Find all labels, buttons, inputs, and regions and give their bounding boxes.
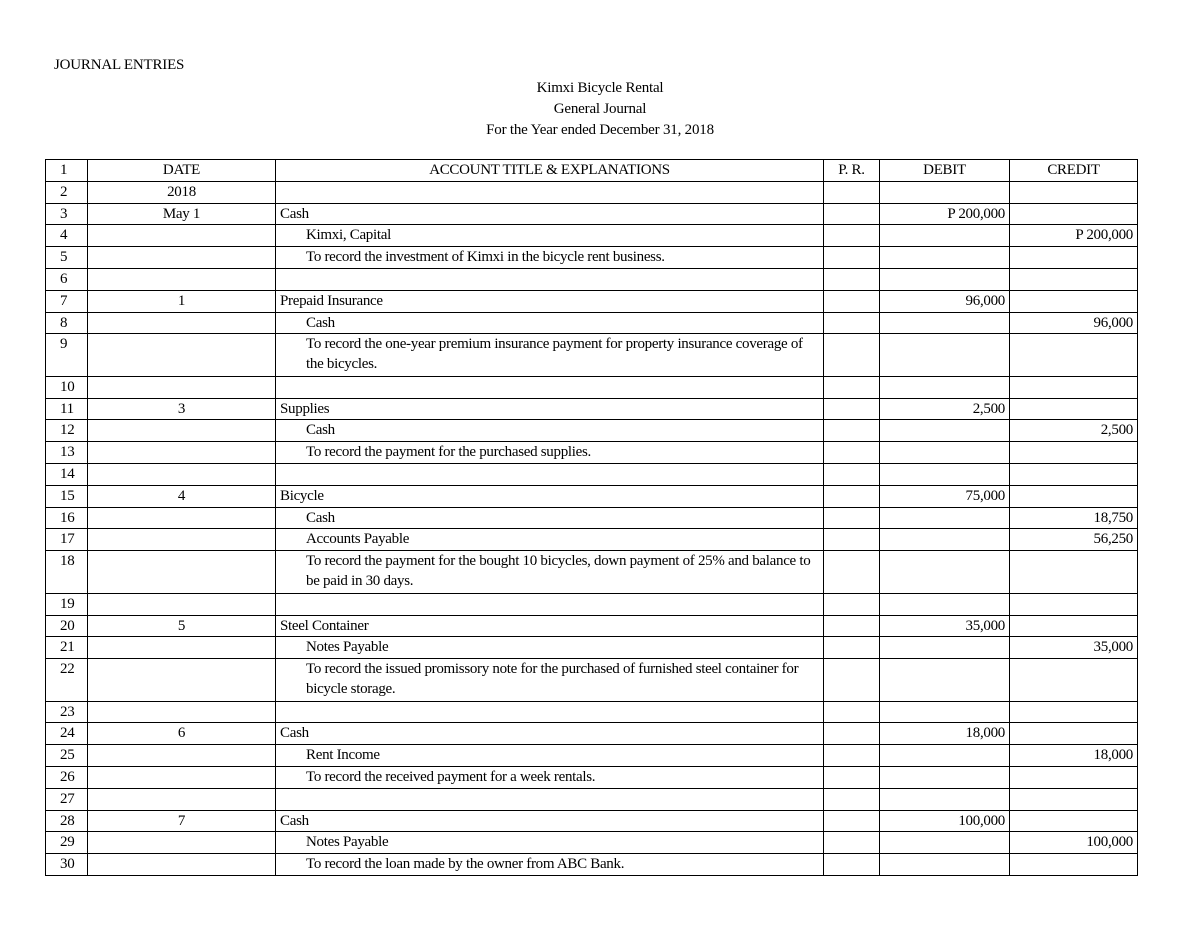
entry-date — [88, 832, 276, 854]
table-row — [46, 551, 1138, 594]
row-number: 29 — [46, 832, 88, 854]
debit-amount — [880, 659, 1010, 702]
debit-amount: 18,000 — [880, 723, 1010, 745]
entry-date — [88, 376, 276, 398]
debit-amount — [880, 376, 1010, 398]
entry-date — [88, 268, 276, 290]
credit-amount: 2,500 — [1010, 420, 1138, 442]
credit-amount — [1010, 203, 1138, 225]
account-title — [276, 268, 824, 290]
account-title: To record the payment for the bought 10 bicycles, down payment of 25% and balance to be paid in 30 days. — [276, 551, 824, 594]
table-row — [46, 181, 1138, 203]
entry-date — [88, 637, 276, 659]
row-number: 7 — [46, 290, 88, 312]
credit-amount: P 200,000 — [1010, 225, 1138, 247]
entry-date — [88, 551, 276, 594]
debit-amount — [880, 247, 1010, 269]
debit-amount — [880, 701, 1010, 723]
account-title — [276, 181, 824, 203]
credit-amount: 35,000 — [1010, 637, 1138, 659]
debit-amount — [880, 464, 1010, 486]
account-title: To record the received payment for a week rentals. — [276, 767, 824, 789]
row-number: 9 — [46, 334, 88, 377]
table-row — [46, 268, 1138, 290]
table-row — [46, 290, 1138, 312]
credit-amount — [1010, 464, 1138, 486]
debit-amount — [880, 745, 1010, 767]
account-title: Accounts Payable — [276, 529, 824, 551]
debit-header: DEBIT — [880, 160, 1010, 182]
account-title: Notes Payable — [276, 832, 824, 854]
entry-date — [88, 312, 276, 334]
row-number: 2 — [46, 181, 88, 203]
row-number: 20 — [46, 615, 88, 637]
entry-date: 4 — [88, 485, 276, 507]
report-period: For the Year ended December 31, 2018 — [486, 122, 714, 138]
table-row — [46, 593, 1138, 615]
credit-amount — [1010, 701, 1138, 723]
credit-amount: 100,000 — [1010, 832, 1138, 854]
table-row — [46, 376, 1138, 398]
credit-amount — [1010, 615, 1138, 637]
credit-amount — [1010, 485, 1138, 507]
row-number: 12 — [46, 420, 88, 442]
account-title: Cash — [276, 312, 824, 334]
row-number: 27 — [46, 788, 88, 810]
account-title: Steel Container — [276, 615, 824, 637]
table-row — [46, 723, 1138, 745]
debit-amount: 2,500 — [880, 398, 1010, 420]
table-row — [46, 615, 1138, 637]
posting-reference — [824, 832, 880, 854]
posting-reference — [824, 507, 880, 529]
posting-reference — [824, 551, 880, 594]
row-number: 4 — [46, 225, 88, 247]
credit-amount — [1010, 659, 1138, 702]
entry-date: 5 — [88, 615, 276, 637]
table-row — [46, 659, 1138, 702]
posting-reference — [824, 203, 880, 225]
credit-amount — [1010, 442, 1138, 464]
header-row — [46, 160, 1138, 182]
posting-reference — [824, 290, 880, 312]
posting-reference — [824, 334, 880, 377]
table-row — [46, 507, 1138, 529]
debit-amount — [880, 854, 1010, 876]
credit-amount — [1010, 247, 1138, 269]
credit-amount: 96,000 — [1010, 312, 1138, 334]
journal-table — [45, 159, 1138, 876]
entry-date — [88, 464, 276, 486]
account-title: To record the loan made by the owner from ABC Bank. — [276, 854, 824, 876]
account-title: To record the investment of Kimxi in the bicycle rent business. — [276, 247, 824, 269]
posting-reference — [824, 659, 880, 702]
credit-amount — [1010, 398, 1138, 420]
entry-date — [88, 659, 276, 702]
entry-date: 1 — [88, 290, 276, 312]
row-number: 30 — [46, 854, 88, 876]
account-title: Cash — [276, 723, 824, 745]
debit-amount — [880, 442, 1010, 464]
row-number: 23 — [46, 701, 88, 723]
credit-amount: 56,250 — [1010, 529, 1138, 551]
debit-amount — [880, 637, 1010, 659]
posting-reference — [824, 225, 880, 247]
table-row — [46, 247, 1138, 269]
entry-date: 6 — [88, 723, 276, 745]
credit-amount — [1010, 334, 1138, 377]
row-number: 16 — [46, 507, 88, 529]
posting-reference — [824, 701, 880, 723]
entry-date — [88, 854, 276, 876]
debit-amount — [880, 420, 1010, 442]
posting-reference — [824, 593, 880, 615]
entry-date — [88, 420, 276, 442]
table-row — [46, 312, 1138, 334]
entry-date — [88, 507, 276, 529]
debit-amount — [880, 334, 1010, 377]
row-number: 8 — [46, 312, 88, 334]
debit-amount — [880, 767, 1010, 789]
date-header: DATE — [88, 160, 276, 182]
table-row — [46, 810, 1138, 832]
entry-date — [88, 334, 276, 377]
row-number: 18 — [46, 551, 88, 594]
debit-amount — [880, 507, 1010, 529]
account-title: Cash — [276, 810, 824, 832]
report-title: General Journal — [553, 101, 647, 117]
table-row — [46, 637, 1138, 659]
debit-amount: 75,000 — [880, 485, 1010, 507]
posting-reference — [824, 181, 880, 203]
table-row — [46, 203, 1138, 225]
posting-reference — [824, 376, 880, 398]
row-number: 11 — [46, 398, 88, 420]
posting-reference — [824, 398, 880, 420]
account-title: To record the payment for the purchased supplies. — [276, 442, 824, 464]
account-title: Rent Income — [276, 745, 824, 767]
entry-date: May 1 — [88, 203, 276, 225]
table-row — [46, 832, 1138, 854]
debit-amount — [880, 225, 1010, 247]
posting-reference — [824, 767, 880, 789]
posting-reference — [824, 810, 880, 832]
debit-amount: P 200,000 — [880, 203, 1010, 225]
account-title — [276, 701, 824, 723]
debit-amount: 96,000 — [880, 290, 1010, 312]
posting-reference — [824, 529, 880, 551]
posting-reference — [824, 788, 880, 810]
debit-amount — [880, 529, 1010, 551]
account-title: To record the one-year premium insurance payment for property insurance coverage of the bicycles. — [276, 334, 824, 377]
table-row — [46, 767, 1138, 789]
pr-header: P. R. — [824, 160, 880, 182]
credit-amount — [1010, 788, 1138, 810]
entry-date — [88, 225, 276, 247]
account-title: To record the issued promissory note for the purchased of furnished steel container for bicycle storage. — [276, 659, 824, 702]
posting-reference — [824, 268, 880, 290]
entry-date — [88, 745, 276, 767]
credit-amount — [1010, 268, 1138, 290]
entry-date — [88, 767, 276, 789]
row-number: 3 — [46, 203, 88, 225]
table-row — [46, 529, 1138, 551]
page-label: JOURNAL ENTRIES — [54, 57, 185, 73]
credit-amount — [1010, 181, 1138, 203]
posting-reference — [824, 723, 880, 745]
posting-reference — [824, 854, 880, 876]
credit-amount — [1010, 551, 1138, 594]
debit-amount — [880, 551, 1010, 594]
table-row — [46, 485, 1138, 507]
posting-reference — [824, 637, 880, 659]
row-number: 24 — [46, 723, 88, 745]
posting-reference — [824, 464, 880, 486]
row-number: 26 — [46, 767, 88, 789]
row-number: 5 — [46, 247, 88, 269]
posting-reference — [824, 485, 880, 507]
account-title: Supplies — [276, 398, 824, 420]
table-row — [46, 854, 1138, 876]
entry-date — [88, 442, 276, 464]
table-row — [46, 398, 1138, 420]
row-number: 1 — [46, 160, 88, 182]
account-title: Prepaid Insurance — [276, 290, 824, 312]
row-number: 6 — [46, 268, 88, 290]
row-number: 28 — [46, 810, 88, 832]
account-title: Cash — [276, 203, 824, 225]
credit-amount — [1010, 290, 1138, 312]
entry-date — [88, 593, 276, 615]
posting-reference — [824, 312, 880, 334]
account-title — [276, 593, 824, 615]
debit-amount — [880, 181, 1010, 203]
debit-amount — [880, 268, 1010, 290]
company-name: Kimxi Bicycle Rental — [536, 80, 664, 96]
row-number: 15 — [46, 485, 88, 507]
entry-date: 3 — [88, 398, 276, 420]
posting-reference — [824, 442, 880, 464]
posting-reference — [824, 247, 880, 269]
table-row — [46, 225, 1138, 247]
account-title: Cash — [276, 420, 824, 442]
row-number: 13 — [46, 442, 88, 464]
entry-date — [88, 529, 276, 551]
credit-amount — [1010, 376, 1138, 398]
debit-amount: 35,000 — [880, 615, 1010, 637]
row-number: 21 — [46, 637, 88, 659]
credit-amount — [1010, 810, 1138, 832]
entry-date — [88, 247, 276, 269]
table-row — [46, 334, 1138, 377]
table-row — [46, 745, 1138, 767]
account-title: Notes Payable — [276, 637, 824, 659]
entry-date — [88, 701, 276, 723]
row-number: 10 — [46, 376, 88, 398]
entry-date — [88, 788, 276, 810]
credit-header: CREDIT — [1010, 160, 1138, 182]
row-number: 17 — [46, 529, 88, 551]
credit-amount: 18,750 — [1010, 507, 1138, 529]
credit-amount — [1010, 593, 1138, 615]
account-title — [276, 376, 824, 398]
account-title — [276, 788, 824, 810]
table-row — [46, 464, 1138, 486]
table-row — [46, 788, 1138, 810]
table-row — [46, 420, 1138, 442]
debit-amount — [880, 788, 1010, 810]
entry-date: 7 — [88, 810, 276, 832]
table-row — [46, 701, 1138, 723]
account-title — [276, 464, 824, 486]
account-header: ACCOUNT TITLE & EXPLANATIONS — [276, 160, 824, 182]
entry-date: 2018 — [88, 181, 276, 203]
debit-amount — [880, 593, 1010, 615]
row-number: 19 — [46, 593, 88, 615]
debit-amount — [880, 312, 1010, 334]
credit-amount: 18,000 — [1010, 745, 1138, 767]
debit-amount — [880, 832, 1010, 854]
row-number: 14 — [46, 464, 88, 486]
account-title: Bicycle — [276, 485, 824, 507]
table-row — [46, 442, 1138, 464]
posting-reference — [824, 615, 880, 637]
credit-amount — [1010, 854, 1138, 876]
debit-amount: 100,000 — [880, 810, 1010, 832]
posting-reference — [824, 420, 880, 442]
credit-amount — [1010, 723, 1138, 745]
credit-amount — [1010, 767, 1138, 789]
row-number: 22 — [46, 659, 88, 702]
journal-heading — [0, 78, 1200, 141]
posting-reference — [824, 745, 880, 767]
account-title: Cash — [276, 507, 824, 529]
row-number: 25 — [46, 745, 88, 767]
account-title: Kimxi, Capital — [276, 225, 824, 247]
